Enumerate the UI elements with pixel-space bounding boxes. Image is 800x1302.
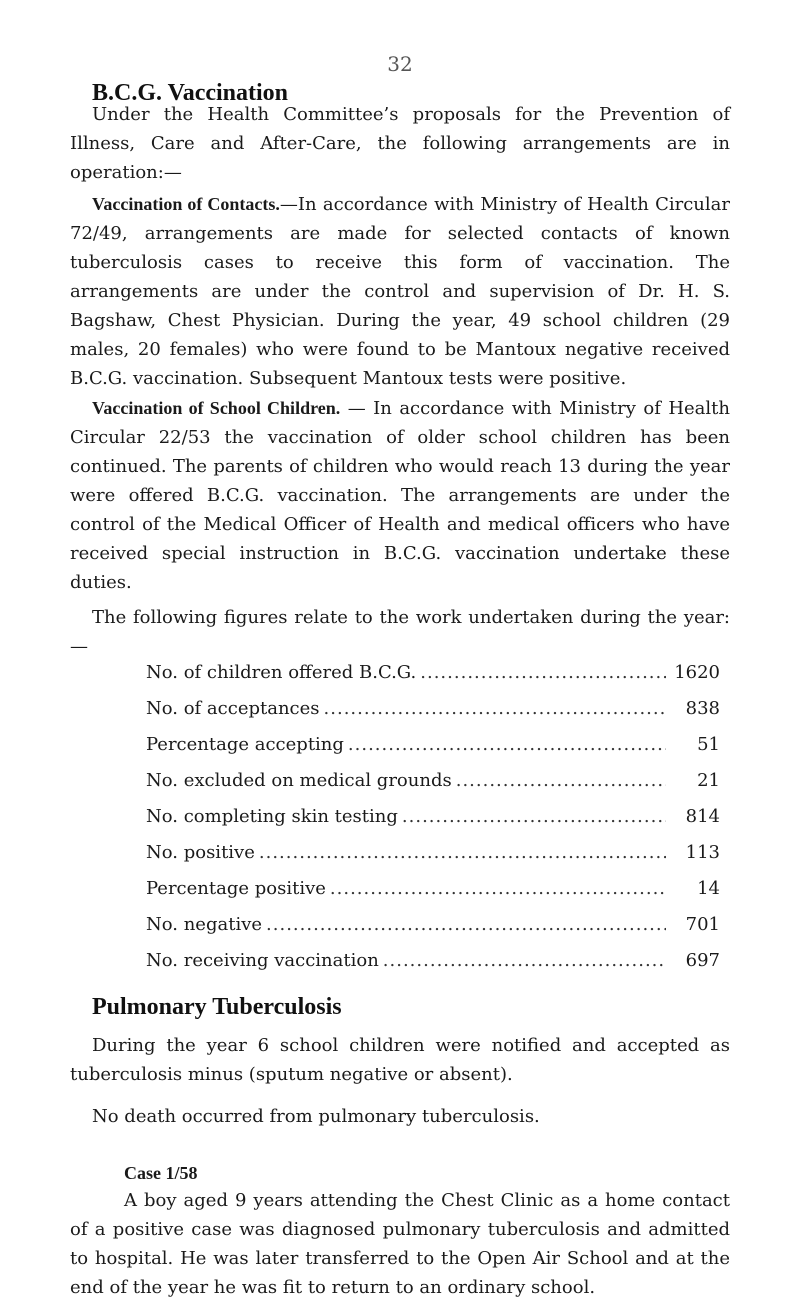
figure-value: 51 xyxy=(697,734,720,755)
figures-row xyxy=(146,878,720,914)
figure-label: Percentage accepting xyxy=(146,734,344,755)
figures-row xyxy=(146,770,720,806)
figure-value: 697 xyxy=(685,950,720,971)
section-heading-pulmonary: Pulmonary Tuberculosis xyxy=(92,994,342,1020)
figure-label: No. negative xyxy=(146,914,263,935)
figure-value: 701 xyxy=(685,914,720,935)
figure-label: No. of children offered B.C.G. xyxy=(146,662,417,683)
contacts-paragraph xyxy=(70,190,730,393)
figures-row xyxy=(146,950,720,986)
school-text: — In accordance with Ministry of Health Circular 22/53 the vaccination of older school children has been continued. The parents of children who would reach 13 during the year were offered B.C.G. vaccination. The arrangements are under the control of the Medical Officer of Health and medical officers who have received special instruction in B.C.G. vaccination undertake these duties. xyxy=(70,398,730,593)
figures-row xyxy=(146,914,720,950)
case-paragraph: A boy aged 9 years attending the Chest Clinic as a home contact of a positive case was diagnosed pulmonary tuberculosis and admitted to hospital. He was later transferred to the Open Air School and at the end of the year he was fit to return to an ordinary school. xyxy=(70,1190,730,1298)
figures-intro: The following figures relate to the work undertaken during the year:— xyxy=(70,607,730,657)
figure-value: 14 xyxy=(697,878,720,899)
no-death-paragraph: No death occurred from pulmonary tuberculosis. xyxy=(92,1106,540,1127)
figure-value: 113 xyxy=(685,842,720,863)
intro-paragraph: Under the Health Committee’s proposals for the Prevention of Illness, Care and After-Care, the following arrangements are in operation:— xyxy=(70,104,730,183)
school-paragraph xyxy=(70,394,730,597)
figure-value: 21 xyxy=(697,770,720,791)
school-runin-heading: Vaccination of School Children. xyxy=(92,398,341,418)
figures-row xyxy=(146,806,720,842)
contacts-runin-heading: Vaccination of Contacts. xyxy=(92,194,280,214)
figure-label: No. excluded on medical grounds xyxy=(146,770,452,791)
case-heading: Case 1/58 xyxy=(124,1163,198,1183)
figure-label: No. positive xyxy=(146,842,255,863)
pulmonary-paragraph: During the year 6 school children were notified and accepted as tuberculosis minus (sputum negative or absent). xyxy=(70,1035,730,1085)
figures-row xyxy=(146,734,720,770)
page-number: 32 xyxy=(387,52,413,76)
figure-label: Percentage positive xyxy=(146,878,326,899)
figures-table xyxy=(146,662,720,986)
figure-value: 1620 xyxy=(674,662,720,683)
section-heading-bcg: B.C.G. Vaccination xyxy=(92,80,289,106)
figure-label: No. of acceptances xyxy=(146,698,320,719)
figures-row xyxy=(146,662,720,698)
figures-row xyxy=(146,698,720,734)
figures-row xyxy=(146,842,720,878)
figure-label: No. receiving vaccination xyxy=(146,950,379,971)
figure-value: 838 xyxy=(685,698,720,719)
figure-value: 814 xyxy=(685,806,720,827)
figure-label: No. completing skin testing xyxy=(146,806,398,827)
contacts-text: —In accordance with Ministry of Health Circular 72/49, arrangements are made for selected contacts of known tuberculosis cases to receive this form of vaccination. The arrangements are under the control and supervision of Dr. H. S. Bagshaw, Chest Physician. During the year, 49 school children (29 males, 20 females) who were found to be Mantoux negative received B.C.G. vaccination. Subsequent Mantoux tests were positive. xyxy=(70,194,730,389)
